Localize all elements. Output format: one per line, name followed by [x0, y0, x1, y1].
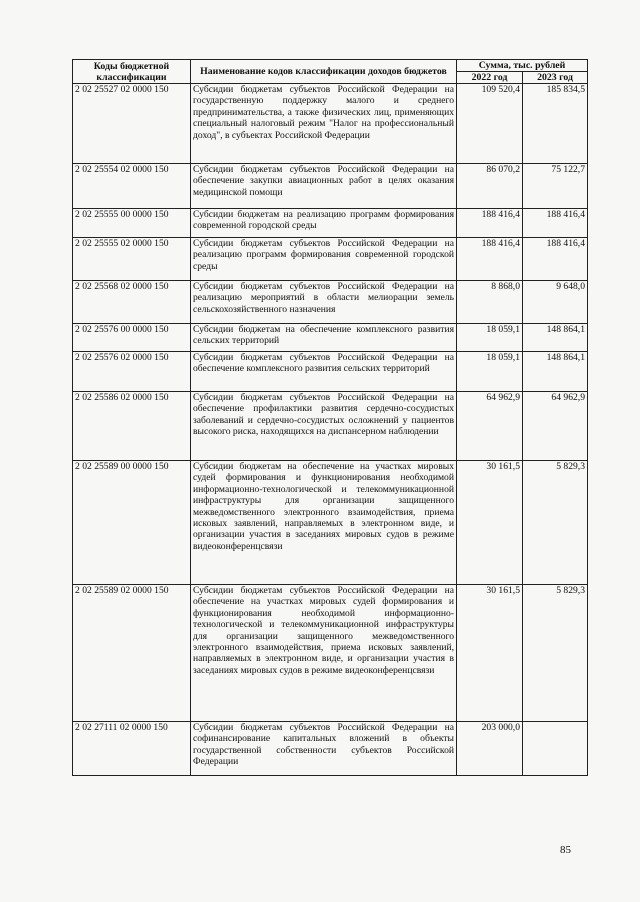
row-name: Субсидии бюджетам субъектов Российской Федерации на софинансирование капитальных вложений в объекты государственной собственности субъектов Российской Федерации: [191, 722, 457, 776]
row-code: 2 02 25527 02 0000 150: [73, 84, 191, 164]
row-name: Субсидии бюджетам субъектов Российской Федерации на государственную поддержку малого и среднего предпринимательства, а также физических лиц, применяющих специальный налоговый режим "Налог на профессиональный доход", в субъектах Российской Федерации: [191, 84, 457, 164]
page-number: 85: [560, 844, 571, 856]
row-code: 2 02 25589 02 0000 150: [73, 585, 191, 722]
table-row: [73, 352, 588, 392]
header-code: Коды бюджетной классификации: [73, 60, 191, 84]
table-row: [73, 585, 588, 722]
row-amount-2023: 64 962,9: [523, 392, 588, 461]
row-name: Субсидии бюджетам на реализацию программ формирования современной городской среды: [191, 209, 457, 238]
row-code: 2 02 25555 00 0000 150: [73, 209, 191, 238]
row-amount-2023: 148 864,1: [523, 324, 588, 352]
row-code: 2 02 25589 00 0000 150: [73, 461, 191, 585]
row-code: 2 02 25555 02 0000 150: [73, 238, 191, 281]
row-code: 2 02 25554 02 0000 150: [73, 164, 191, 209]
row-name: Субсидии бюджетам на обеспечение комплексного развития сельских территорий: [191, 324, 457, 352]
table-row: [73, 84, 588, 164]
table-row: [73, 461, 588, 585]
budget-revenue-table: [72, 59, 588, 776]
row-amount-2022: 188 416,4: [457, 238, 523, 281]
row-amount-2023: [523, 722, 588, 776]
row-code: 2 02 25586 02 0000 150: [73, 392, 191, 461]
row-amount-2023: 185 834,5: [523, 84, 588, 164]
row-amount-2023: 5 829,3: [523, 585, 588, 722]
table-row: [73, 392, 588, 461]
row-amount-2022: 188 416,4: [457, 209, 523, 238]
row-amount-2023: 148 864,1: [523, 352, 588, 392]
row-amount-2023: 9 648,0: [523, 281, 588, 324]
row-name: Субсидии бюджетам на обеспечение на участках мировых судей формирования и функционирования необходимой информационно-технологической и телекоммуникационной инфраструктуры для организации защищенного межведомственного электронного взаимодействия, приема исковых заявлений, направляемых в электронном виде, и организации участия в заседаниях мировых судов в режиме видеоконференцсвязи: [191, 461, 457, 585]
header-amount: Сумма, тыс. рублей: [457, 60, 588, 72]
row-name: Субсидии бюджетам субъектов Российской Федерации на обеспечение закупки авиационных работ в целях оказания медицинской помощи: [191, 164, 457, 209]
row-name: Субсидии бюджетам субъектов Российской Федерации на обеспечение на участках мировых судей формирования и функционирования необходимой информационно-технологической и телекоммуникационной инфраструктуры для организации защищенного межведомственного электронного взаимодействия, приема исковых заявлений, направляемых в электронном виде, и организации участия в заседаниях мировых судов в режиме видеоконференцсвязи: [191, 585, 457, 722]
row-name: Субсидии бюджетам субъектов Российской Федерации на обеспечение профилактики развития сердечно-сосудистых заболеваний и сердечно-сосудистых осложнений у пациентов высокого риска, находящихся на диспансерном наблюдении: [191, 392, 457, 461]
row-code: 2 02 27111 02 0000 150: [73, 722, 191, 776]
row-amount-2022: 203 000,0: [457, 722, 523, 776]
row-amount-2022: 86 070,2: [457, 164, 523, 209]
row-code: 2 02 25576 02 0000 150: [73, 352, 191, 392]
row-amount-2022: 109 520,4: [457, 84, 523, 164]
row-amount-2023: 75 122,7: [523, 164, 588, 209]
header-year-2022: 2022 год: [457, 72, 523, 84]
table-row: [73, 281, 588, 324]
row-amount-2022: 8 868,0: [457, 281, 523, 324]
row-amount-2023: 5 829,3: [523, 461, 588, 585]
header-year-2023: 2023 год: [523, 72, 588, 84]
row-amount-2023: 188 416,4: [523, 209, 588, 238]
row-code: 2 02 25576 00 0000 150: [73, 324, 191, 352]
table-row: [73, 209, 588, 238]
table-row: [73, 722, 588, 776]
row-name: Субсидии бюджетам субъектов Российской Федерации на реализацию мероприятий в области мелиорации земель сельскохозяйственного назначения: [191, 281, 457, 324]
row-amount-2022: 30 161,5: [457, 461, 523, 585]
table-row: [73, 324, 588, 352]
header-name: Наименование кодов классификации доходов бюджетов: [191, 60, 457, 84]
row-amount-2022: 30 161,5: [457, 585, 523, 722]
table-row: [73, 164, 588, 209]
row-amount-2022: 18 059,1: [457, 324, 523, 352]
row-code: 2 02 25568 02 0000 150: [73, 281, 191, 324]
row-name: Субсидии бюджетам субъектов Российской Федерации на реализацию программ формирования современной городской среды: [191, 238, 457, 281]
table-row: [73, 238, 588, 281]
row-amount-2022: 64 962,9: [457, 392, 523, 461]
row-name: Субсидии бюджетам субъектов Российской Федерации на обеспечение комплексного развития сельских территорий: [191, 352, 457, 392]
row-amount-2022: 18 059,1: [457, 352, 523, 392]
row-amount-2023: 188 416,4: [523, 238, 588, 281]
